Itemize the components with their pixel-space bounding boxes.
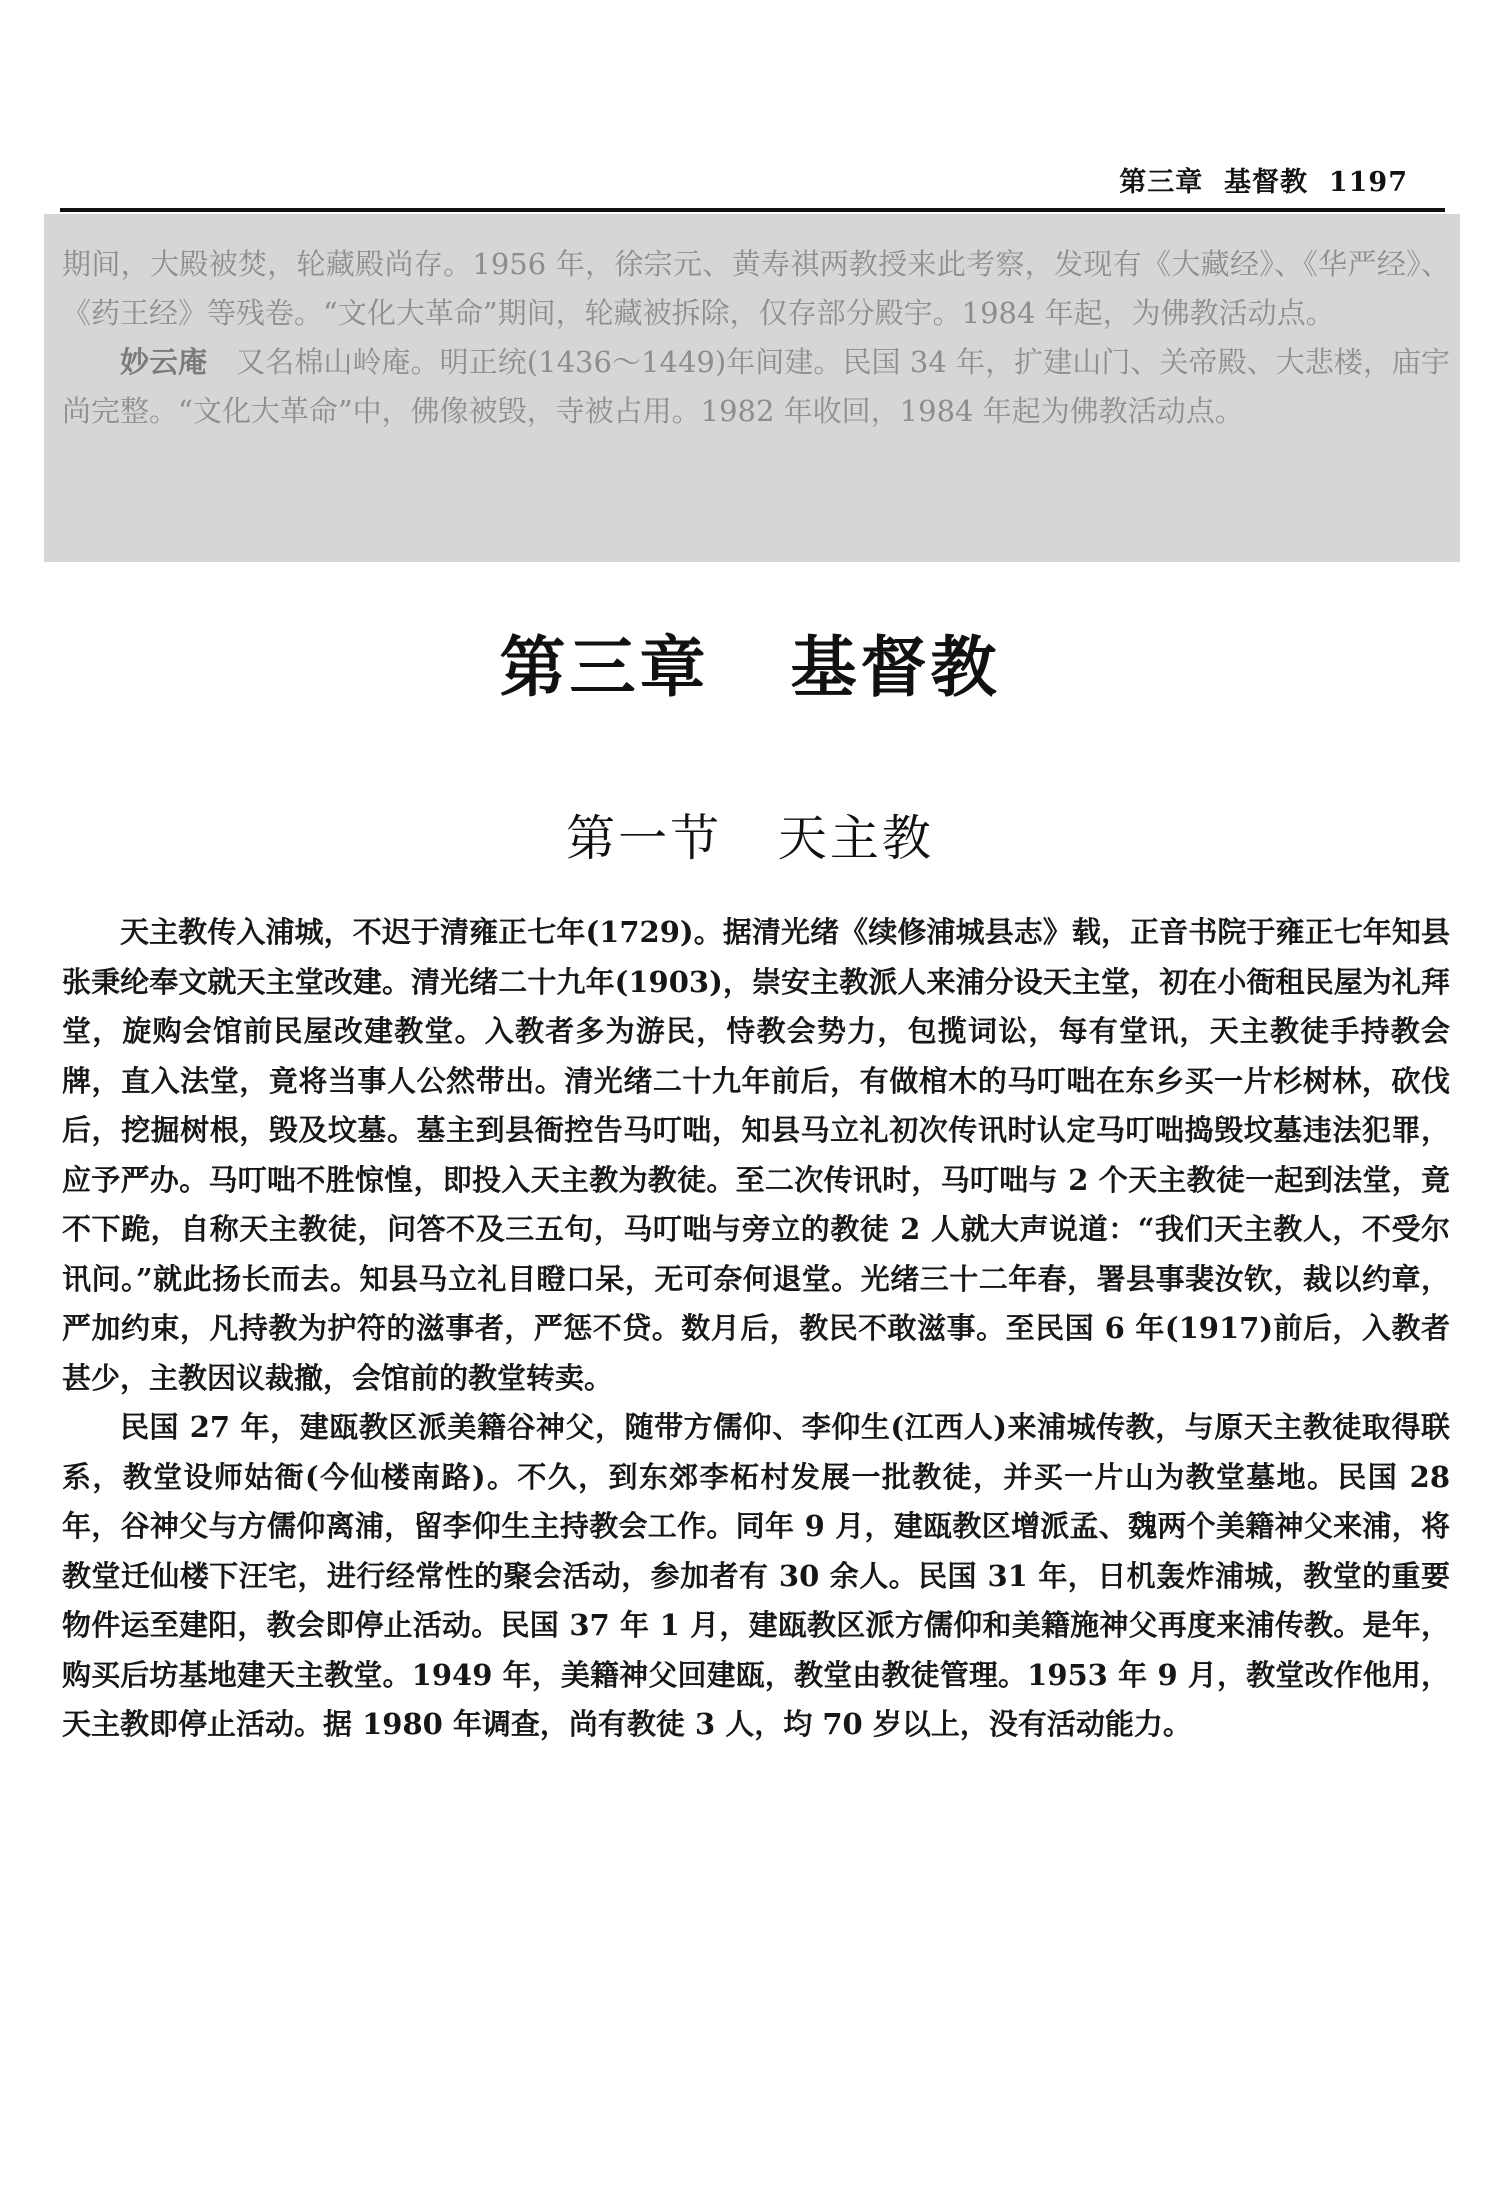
prior-paragraph-2-text: 又名棉山岭庵。明正统(1436～1449)年间建。民国 34 年，扩建山门、关帝殿、大悲楼，庙宇尚完整。“文化大革命”中，佛像被毁，寺被占用。1982 年收回，1984 年起为佛教活动点。 (62, 345, 1450, 428)
section-name: 天主教 (777, 810, 934, 867)
chapter-name: 基督教 (790, 629, 1001, 706)
prior-section-text (62, 240, 1450, 436)
body-text (62, 908, 1450, 1750)
prior-paragraph-2-term: 妙云庵 (120, 345, 208, 379)
chapter-number: 第三章 (499, 629, 710, 706)
section-title (0, 800, 1500, 870)
prior-paragraph-1: 期间，大殿被焚，轮藏殿尚存。1956 年，徐宗元、黄寿祺两教授来此考察，发现有《大藏经》、《华严经》、《药王经》等残卷。“文化大革命”期间，轮藏被拆除，仅存部分殿宇。1984 年起，为佛教活动点。 (62, 247, 1450, 330)
section-number: 第一节 (566, 810, 723, 867)
prior-paragraph-2 (62, 338, 1450, 436)
header-rule (60, 208, 1445, 212)
header-title: 基督教 (1224, 167, 1309, 198)
body-paragraph-2: 民国 27 年，建瓯教区派美籍谷神父，随带方儒仰、李仰生(江西人)来浦城传教，与原天主教徒取得联系，教堂设师姑衙(今仙楼南路)。不久，到东郊李柘村发展一批教徒，并买一片山为教堂墓地。民国 28 年，谷神父与方儒仰离浦，留李仰生主持教会工作。同年 9 月，建瓯教区增派孟、魏两个美籍神父来浦，将教堂迁仙楼下汪宅，进行经常性的聚会活动，参加者有 30 余人。民国 31 年，日机轰炸浦城，教堂的重要物件运至建阳，教会即停止活动。民国 37 年 1 月，建瓯教区派方儒仰和美籍施神父再度来浦传教。是年，购买后坊基地建天主教堂。1949 年，美籍神父回建瓯，教堂由教徒管理。1953 年 9 月，教堂改作他用，天主教即停止活动。据 1980 年调查，尚有教徒 3 人，均 70 岁以上，没有活动能力。 (62, 1410, 1450, 1741)
page-number: 1197 (1328, 167, 1408, 198)
body-paragraph-1: 天主教传入浦城，不迟于清雍正七年(1729)。据清光绪《续修浦城县志》载，正音书院于雍正七年知县张秉纶奉文就天主堂改建。清光绪二十九年(1903)，崇安主教派人来浦分设天主堂，初在小衙租民屋为礼拜堂，旋购会馆前民屋改建教堂。入教者多为游民，恃教会势力，包揽词讼，每有堂讯，天主教徒手持教会牌，直入法堂，竟将当事人公然带出。清光绪二十九年前后，有做棺木的马叮咄在东乡买一片杉树林，砍伐后，挖掘树根，毁及坟墓。墓主到县衙控告马叮咄，知县马立礼初次传讯时认定马叮咄捣毁坟墓违法犯罪，应予严办。马叮咄不胜惊惶，即投入天主教为教徒。至二次传讯时，马叮咄与 2 个天主教徒一起到法堂，竟不下跪，自称天主教徒，问答不及三五句，马叮咄与旁立的教徒 2 人就大声说道：“我们天主教人，不受尔讯问。”就此扬长而去。知县马立礼目瞪口呆，无可奈何退堂。光绪三十二年春，署县事裴汝钦，裁以约章，严加约束，凡持教为护符的滋事者，严惩不贷。数月后，教民不敢滋事。至民国 6 年(1917)前后，入教者甚少，主教因议裁撤，会馆前的教堂转卖。 (62, 915, 1450, 1395)
chapter-title (0, 614, 1500, 709)
running-header (1119, 160, 1408, 199)
header-chapter: 第三章 (1119, 167, 1204, 198)
